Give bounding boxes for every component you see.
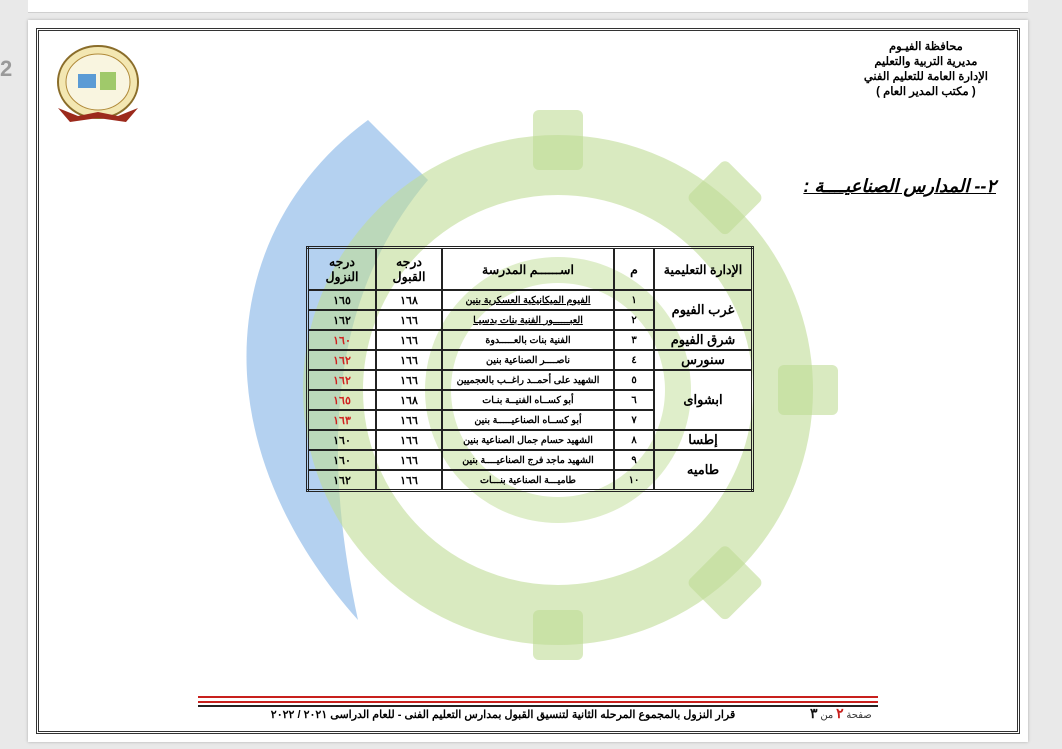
acceptance-score-cell: ١٦٦: [376, 410, 442, 430]
school-name-cell: الشهيد ماجد فرج الصناعيــــة بنين: [442, 450, 614, 470]
reduced-score-cell: ١٦٥: [308, 290, 377, 310]
acceptance-score-cell: ١٦٨: [376, 290, 442, 310]
index-cell: ٢: [614, 310, 654, 330]
index-cell: ٥: [614, 370, 654, 390]
acceptance-score-cell: ١٦٦: [376, 310, 442, 330]
table-row: [308, 330, 753, 350]
school-name-cell: الفيوم الميكانيكية العسكرية بنين: [442, 290, 614, 310]
acceptance-score-cell: ١٦٨: [376, 390, 442, 410]
table-row: [308, 430, 753, 450]
previous-page-edge: [28, 0, 1028, 13]
header-office: ( مكتب المدير العام ): [876, 86, 976, 98]
school-name-cell: الشهيد حسام جمال الصناعية بنين: [442, 430, 614, 450]
directorate-header: [864, 40, 988, 100]
admin-cell: سنورس: [654, 350, 753, 370]
schools-table: [306, 246, 754, 492]
admin-cell: ابشواى: [654, 370, 753, 430]
acceptance-score-cell: ١٦٦: [376, 450, 442, 470]
admin-cell: غرب الفيوم: [654, 290, 753, 330]
index-cell: ٤: [614, 350, 654, 370]
reduced-score-cell: ١٦٠: [308, 330, 377, 350]
header-administration: الإدارة العامة للتعليم الفني: [863, 71, 988, 83]
school-name-cell: طاميـــة الصناعية بنـــات: [442, 470, 614, 491]
admin-cell: طاميه: [654, 450, 753, 491]
side-page-number: 2: [0, 56, 13, 81]
acceptance-score-cell: ١٦٦: [376, 330, 442, 350]
page-total: ٣: [810, 705, 818, 721]
index-cell: ٧: [614, 410, 654, 430]
reduced-score-cell: ١٦٠: [308, 430, 377, 450]
school-name-cell: أبو كســاه الصناعيـــــة بنين: [442, 410, 614, 430]
index-cell: ١: [614, 290, 654, 310]
header-directorate: مديرية التربية والتعليم: [874, 56, 978, 68]
table-row: [308, 290, 753, 310]
school-name-cell: ناصــــر الصناعية بنين: [442, 350, 614, 370]
index-cell: ٦: [614, 390, 654, 410]
index-cell: ٣: [614, 330, 654, 350]
page-word: صفحة: [846, 710, 872, 721]
acceptance-score-cell: ١٦٦: [376, 370, 442, 390]
school-name-cell: العبــــــور الفنية بنات بدسيـا: [442, 310, 614, 330]
header-index: م: [614, 248, 654, 291]
index-cell: ٨: [614, 430, 654, 450]
header-school-name: اســــــم المدرسة: [442, 248, 614, 291]
footer-rule: [198, 696, 878, 707]
school-name-cell: الفنية بنات بالعـــــدوة: [442, 330, 614, 350]
index-cell: ١٠: [614, 470, 654, 491]
table-row: [308, 450, 753, 470]
section-title: ٢-- المدارس الصناعيــــة :: [803, 176, 996, 196]
reduced-score-cell: ١٦٢: [308, 370, 377, 390]
acceptance-score-cell: ١٦٦: [376, 350, 442, 370]
acceptance-score-cell: ١٦٦: [376, 430, 442, 450]
admin-cell: شرق الفيوم: [654, 330, 753, 350]
reduced-score-cell: ١٦٢: [308, 310, 377, 330]
table-row: [308, 350, 753, 370]
header-governorate: محافظة الفيـوم: [889, 41, 963, 53]
index-cell: ٩: [614, 450, 654, 470]
reduced-score-cell: ١٦٠: [308, 450, 377, 470]
reduced-score-cell: ١٦٣: [308, 410, 377, 430]
table-row: [308, 370, 753, 390]
admin-cell: إطسا: [654, 430, 753, 450]
reduced-score-cell: ١٦٢: [308, 470, 377, 491]
table-header-row: [308, 248, 753, 291]
reduced-score-cell: ١٦٢: [308, 350, 377, 370]
reduced-score-cell: ١٦٥: [308, 390, 377, 410]
school-name-cell: أبو كســاه الفنيــة بنـات: [442, 390, 614, 410]
header-reduced-score: درجه النزول: [308, 248, 377, 291]
acceptance-score-cell: ١٦٦: [376, 470, 442, 491]
header-admin: الإدارة التعليمية: [654, 248, 753, 291]
page-current: ٢: [836, 705, 844, 721]
page-number: [810, 705, 872, 722]
directorate-logo: [48, 42, 148, 128]
footer-decision-text: قرار النزول بالمجموع المرحله الثانية لتنسيق القبول بمدارس التعليم الفنى - للعام الدراسى ٢٠٢١ / ٢٠٢٢: [270, 709, 736, 721]
school-name-cell: الشهيد على أحمــد راغــب بالعجميين: [442, 370, 614, 390]
header-acceptance-score: درجه القبول: [376, 248, 442, 291]
page-of: من: [820, 710, 834, 721]
document-page: [28, 20, 1028, 742]
